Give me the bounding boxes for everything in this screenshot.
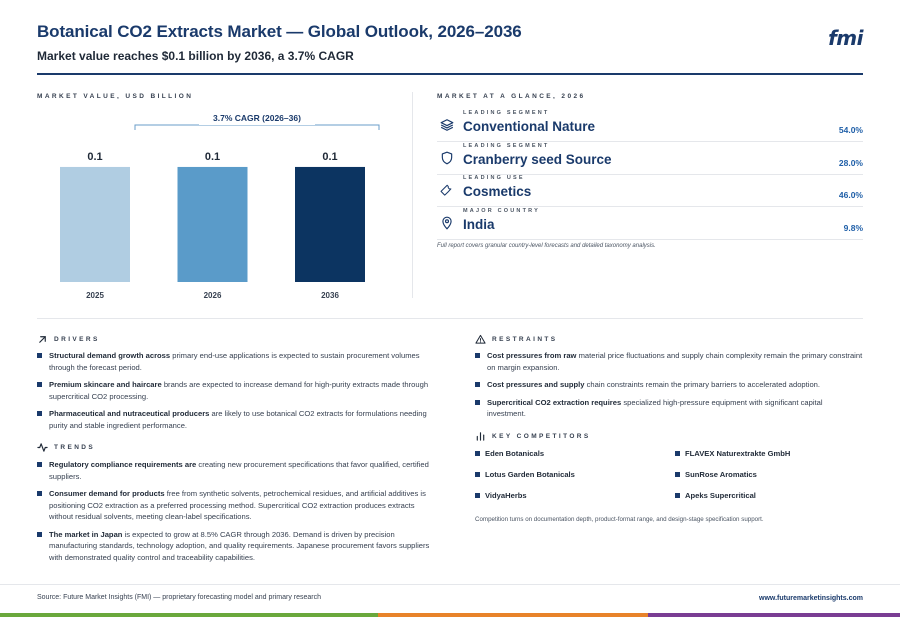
glance-eyebrow: LEADING USE [463,175,525,181]
cagr-bracket [135,111,379,130]
glance-eyebrow: MAJOR COUNTRY [463,208,540,214]
bar-2025 [60,167,130,282]
list-item: The market in Japan is expected to grow at 8.5% CAGR through 2036. Demand is driven by precision manufacturing standards, technology adoption, and quality requirements. Japanese procurement favors suppliers with demonstrated quality control and traceability capabilities. [37,529,432,564]
source-note: Source: Future Market Insights (FMI) — proprietary forecasting model and primary research [37,594,321,601]
glance-eyebrow: LEADING SEGMENT [463,110,550,116]
competitors-label: KEY COMPETITORS [492,433,591,440]
list-item: Regulatory compliance requirements are creating new procurement specifications that favor qualified, certified suppliers. [37,459,432,482]
trends-label: TRENDS [54,444,96,451]
color-segment [0,613,378,617]
glance-row-conventional-nature [437,110,863,142]
bar-2026 [178,167,248,282]
glance-footnote: Full report covers granular country-level forecasts and detailed taxonomy analysis. [437,243,656,249]
glance-section-label: MARKET AT A GLANCE, 2026 [437,93,586,100]
footer-rule [0,584,900,585]
drivers-list [37,350,432,437]
glance-value: 46.0% [838,190,863,200]
glance-value: 9.8% [843,223,863,233]
competitors-footnote: Competition turns on documentation depth, product-format range, and design-stage specification support. [475,516,764,523]
glance-eyebrow: LEADING SEGMENT [463,143,550,149]
glance-value: 28.0% [838,158,863,168]
competitor-item: Eden Botanicals [475,449,544,458]
glance-name: India [463,217,495,232]
section-divider [37,318,863,319]
activity-icon [37,442,48,453]
drivers-label: DRIVERS [54,336,100,343]
glance-row-cosmetics [437,175,863,207]
location-pin-icon [440,216,454,230]
shield-icon [440,151,454,165]
report-header [37,22,863,63]
list-item: Pharmaceutical and nutraceutical producers are likely to use botanical CO2 extracts for formulations needing purity and stable ingredient performance. [37,408,432,431]
competitors-heading [475,431,591,442]
bar-chart-icon [475,431,486,442]
color-segment [648,613,900,617]
x-tick-label-2036: 2036 [321,291,339,300]
data-label-2025: 0.1 [87,150,103,163]
page-title: Botanical CO2 Extracts Market — Global Outlook, 2026–2036 [37,22,522,41]
competitor-item: SunRose Aromatics [675,470,757,479]
page-subtitle: Market value reaches $0.1 billion by 2036, a 3.7% CAGR [37,49,354,63]
x-tick-label-2025: 2025 [86,291,104,300]
glance-name: Cranberry seed Source [463,152,612,167]
competitor-item: Lotus Garden Botanicals [475,470,575,479]
header-rule [37,73,863,75]
competitor-item: VidyaHerbs [475,491,527,500]
cagr-annotation: 3.7% CAGR (2026–36) [213,113,301,123]
trends-heading [37,442,95,453]
list-item: Cost pressures from raw material price fluctuations and supply chain complexity remain the primary constraint on margin expansion. [475,350,863,373]
glance-row-india [437,208,863,240]
glance-name: Cosmetics [463,184,532,199]
fmi-logo[interactable]: fmi [828,26,863,50]
wrench-icon [440,183,454,197]
chart-section-label: MARKET VALUE, USD BILLION [37,93,194,100]
list-item: Premium skincare and haircare brands are expected to increase demand for high-purity extracts made through supercritical CO2 processing. [37,379,432,402]
list-item: Cost pressures and supply chain constraints remain the primary barriers to accelerated adoption. [475,379,863,391]
glance-value: 54.0% [838,125,863,135]
x-tick-label-2026: 2026 [203,291,222,300]
restraints-heading [475,334,558,345]
restraints-list [475,350,863,426]
warning-icon [475,334,486,345]
glance-row-cranberry-seed [437,143,863,175]
layers-icon [440,118,454,132]
color-segment [378,613,648,617]
drivers-heading [37,334,100,345]
trends-list [37,459,432,569]
website-link[interactable]: www.futuremarketinsights.com [759,595,863,602]
arrow-up-right-icon [37,334,48,345]
competitor-item: Apeks Supercritical [675,491,756,500]
column-divider [412,92,413,298]
data-label-2026: 0.1 [204,150,221,163]
competitor-item: FLAVEX Naturextrakte GmbH [675,449,790,458]
data-label-2036: 0.1 [322,150,338,163]
glance-name: Conventional Nature [463,119,596,134]
list-item: Structural demand growth across primary end-use applications is expected to sustain procurement volumes through the forecast period. [37,350,432,373]
bar-2036 [295,167,365,282]
market-value-chart [37,108,397,308]
list-item: Consumer demand for products free from synthetic solvents, petrochemical residues, and artificial additives is positioning CO2 extraction as a preferred processing method. Supercritical CO2 extraction produces extracts without residual solvents, meeting clean-label specifications. [37,488,432,523]
list-item: Supercritical CO2 extraction requires specialized high-pressure equipment with significant capital investment. [475,397,863,420]
restraints-label: RESTRAINTS [492,336,558,343]
footer-color-bar [0,613,900,617]
